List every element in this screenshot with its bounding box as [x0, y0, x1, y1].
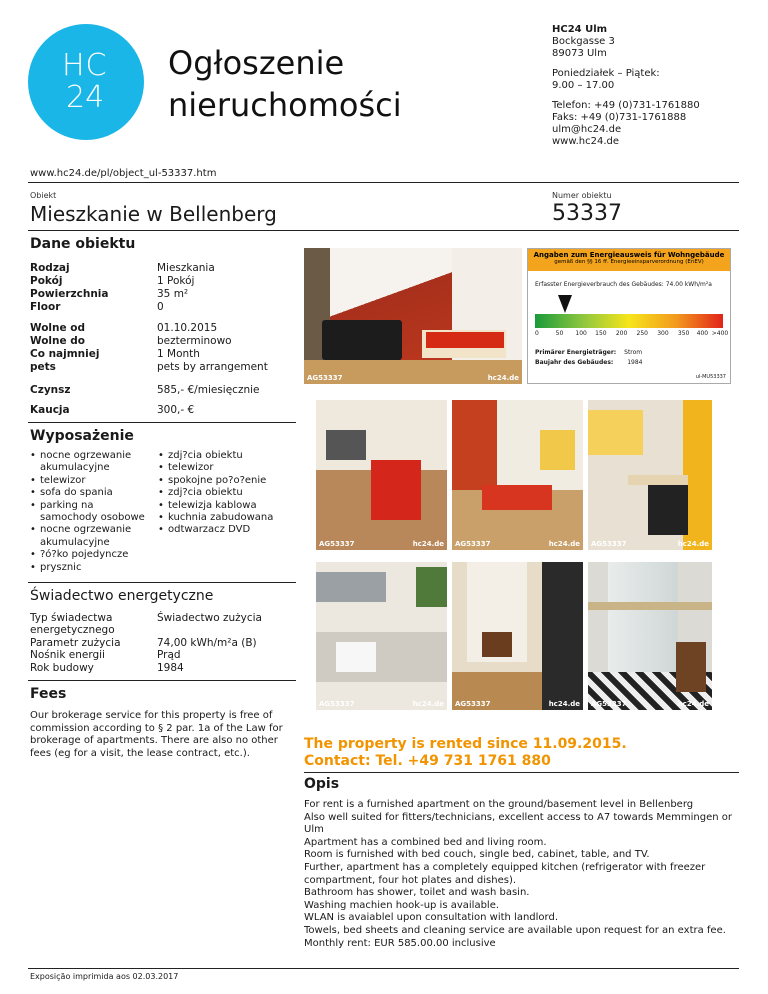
company-logo: [28, 24, 144, 140]
list-item: • prysznic: [30, 562, 154, 574]
description-line: WLAN is avaiablel upon consultation with landlord.: [304, 912, 558, 924]
divider: [28, 422, 296, 423]
object-name: Mieszkanie w Bellenberg: [30, 202, 277, 226]
energy-label: Angaben zum Energieausweis für Wohngebäude gemäß den §§ 16 ff. Energieeinsparverordnung (EnEV) Erfasster Energieverbrauch des Gebäudes: 74.00 kWh/m²a 0 50 100 150 200 250 300 350 400 >400 Primärer Energieträger: Strom Baujahr des Gebäudes: 1984 ul-MU53337: [527, 248, 731, 384]
photo-thumbnail[interactable]: AG53337 hc24.de: [452, 562, 583, 710]
object-number-label: Numer obiektu: [552, 191, 612, 200]
energy-ticks: 0 50 100 150 200 250 300 350 400 >400: [535, 330, 729, 337]
detail-key: Wolne do: [30, 335, 86, 347]
divider: [304, 772, 739, 773]
deposit-value: 300,- €: [157, 404, 195, 416]
description-text: [304, 799, 734, 950]
photo-watermark: AG53337: [307, 374, 343, 382]
deposit-label: Kaucja: [30, 404, 70, 416]
contact-line: Contact: Tel. +49 731 1761 880: [304, 753, 551, 769]
detail-value: 01.10.2015: [157, 322, 218, 334]
description-line: For rent is a furnished apartment on the ground/basement level in Bellenberg: [304, 799, 694, 810]
company-street: Bockgasse 3: [552, 36, 615, 47]
list-item: • spokojne po?o?enie: [158, 475, 288, 487]
object-url[interactable]: www.hc24.de/pl/object_ul-53337.htm: [30, 168, 217, 179]
rented-notice: [304, 736, 627, 770]
list-item: • nocne ogrzewanie akumulacyjne: [30, 524, 154, 549]
details-group-2: [30, 322, 290, 382]
energy-heading: Świadectwo energetyczne: [30, 588, 214, 604]
company-email[interactable]: ulm@hc24.de: [552, 124, 622, 135]
company-info: [552, 24, 700, 148]
description-line: Towels, bed sheets and cleaning service are available upon request for an extra fee.: [304, 924, 726, 936]
description-line: Bathroom has shower, toilet and wash basin.: [304, 887, 530, 899]
energy-value: Świadectwo zużycia: [157, 612, 262, 624]
description-heading: Opis: [304, 776, 340, 792]
list-item: • zdj?cia obiektu: [158, 450, 288, 462]
description-line: Monthly rent: EUR 585.00.00 inclusive: [304, 937, 496, 949]
photo-thumbnail[interactable]: AG53337 hc24.de: [316, 400, 447, 550]
energy-value: 1984: [157, 661, 184, 674]
detail-value: 35 m²: [157, 288, 189, 300]
company-website[interactable]: www.hc24.de: [552, 136, 620, 147]
list-item: • telewizor: [30, 475, 154, 487]
equipment-list-1: [30, 450, 154, 574]
rent-value: 585,- €/miesięcznie: [157, 384, 260, 396]
list-item: • zdj?cia obiektu: [158, 487, 288, 499]
page-title: [168, 42, 402, 126]
energy-label-title: Angaben zum Energieausweis für Wohngebäude: [533, 251, 725, 259]
description-line: Also well suited for fitters/technicians, excellent access to A7 towards Memmingen or Ulm: [304, 811, 732, 836]
list-item: • telewizor: [158, 462, 288, 474]
photo-watermark: hc24.de: [487, 374, 519, 382]
detail-key: Rodzaj: [30, 262, 70, 274]
divider: [28, 182, 739, 183]
detail-key: Wolne od: [30, 322, 86, 334]
detail-key: Floor: [30, 301, 61, 313]
photo-thumbnail[interactable]: AG53337 hc24.de: [316, 562, 447, 710]
company-name: HC24 Ulm: [552, 24, 608, 35]
company-fax: Faks: +49 (0)731-1761888: [552, 112, 687, 123]
detail-key: pets: [30, 361, 56, 373]
list-item: • nocne ogrzewanie akumulacyjne: [30, 450, 154, 475]
fees-text: Our brokerage service for this property is free of commission according to § 2 par. 1a of the Law for brokerage of apartments. There are also no other fees (eg for a visit, the lease contract, etc.).: [30, 710, 283, 759]
title-line-1: Ogłoszenie: [168, 44, 345, 82]
fees-heading: Fees: [30, 686, 67, 702]
detail-value: bezterminowo: [157, 335, 232, 347]
energy-table: [30, 612, 295, 674]
photo-thumbnail[interactable]: AG53337 hc24.de: [588, 562, 712, 710]
title-line-2: nieruchomości: [168, 86, 402, 124]
detail-key: Pokój: [30, 275, 63, 287]
rented-line: The property is rented since 11.09.2015.: [304, 736, 627, 752]
divider: [28, 968, 739, 969]
detail-value: 1 Pokój: [157, 275, 195, 287]
divider: [28, 680, 296, 681]
energy-key: Rok budowy: [30, 661, 94, 674]
energy-value: Prąd: [157, 649, 181, 662]
detail-value: 0: [157, 301, 164, 313]
description-line: Washing machien hook-up is available.: [304, 899, 500, 911]
divider: [28, 230, 739, 231]
opening-hours: 9.00 – 17.00: [552, 80, 615, 91]
description-line: Further, apartment has a completely equipped kitchen (refrigerator with freezer compartment, four hot plates and dishes).: [304, 861, 706, 886]
detail-key: Co najmniej: [30, 348, 100, 360]
object-number: 53337: [552, 201, 622, 226]
energy-consumption: Erfasster Energieverbrauch des Gebäudes: 74.00 kWh/m²a: [535, 281, 712, 288]
opening-days: Poniedziałek – Piątek:: [552, 68, 660, 79]
details-group-1: [30, 262, 290, 322]
company-city: 89073 Ulm: [552, 48, 607, 59]
energy-key: Typ świadectwa energetycznego: [30, 612, 115, 637]
energy-scale: [535, 314, 723, 328]
deposit-row: [30, 404, 290, 418]
detail-value: 1 Month: [157, 348, 200, 360]
rent-row: [30, 384, 290, 398]
energy-marker-icon: [558, 295, 572, 313]
print-footer: Exposição imprimida aos 02.03.2017: [30, 972, 179, 981]
list-item: • sofa do spania: [30, 487, 154, 499]
company-phone: Telefon: +49 (0)731-1761880: [552, 100, 700, 111]
equipment-list-2: [158, 450, 288, 537]
list-item: • kuchnia zabudowana: [158, 512, 288, 524]
energy-label-subtitle: gemäß den §§ 16 ff. Energieeinsparverordnung (EnEV): [554, 259, 704, 265]
photo-thumbnail[interactable]: AG53337 hc24.de: [452, 400, 583, 550]
object-type-label: Obiekt: [30, 191, 57, 200]
equipment-heading: Wyposażenie: [30, 428, 134, 444]
detail-value: pets by arrangement: [157, 361, 268, 373]
detail-value: Mieszkania: [157, 262, 215, 274]
list-item: • odtwarzacz DVD: [158, 524, 288, 536]
energy-key: Parametr zużycia: [30, 637, 121, 649]
energy-key: Nośnik energii: [30, 649, 105, 662]
photo-thumbnail[interactable]: AG53337 hc24.de: [588, 400, 712, 550]
energy-value: 74,00 kWh/m²a (B): [157, 637, 257, 649]
rent-label: Czynsz: [30, 384, 71, 396]
description-line: Room is furnished with bed couch, single bed, cabinet, table, and TV.: [304, 849, 650, 861]
list-item: • telewizja kablowa: [158, 500, 288, 512]
details-heading: Dane obiektu: [30, 236, 136, 252]
description-line: Apartment has a combined bed and living room.: [304, 836, 547, 848]
main-photo[interactable]: [304, 248, 522, 384]
detail-key: Powierzchnia: [30, 288, 109, 300]
logo-text-hc: HC: [62, 48, 108, 83]
list-item: • parking na samochody osobowe: [30, 500, 154, 525]
divider: [28, 582, 296, 583]
logo-text-24: 24: [66, 80, 105, 115]
list-item: • ?ó?ko pojedyncze: [30, 549, 154, 561]
